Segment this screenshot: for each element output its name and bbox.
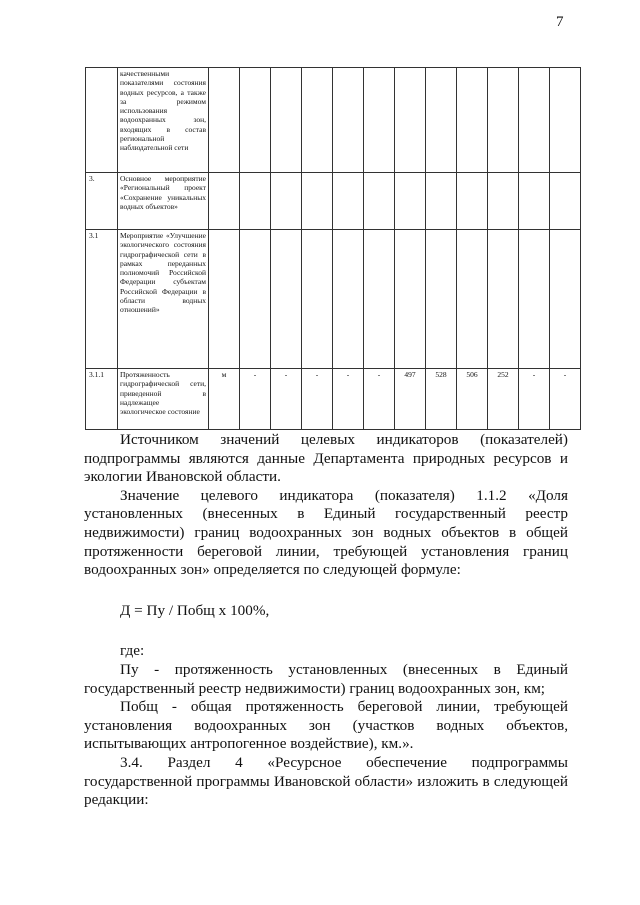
value-cell xyxy=(395,68,426,173)
value-cell: - xyxy=(364,369,395,430)
row-number: 3.1 xyxy=(86,230,118,369)
value-cell xyxy=(333,68,364,173)
value-cell: - xyxy=(333,369,364,430)
paragraph-where: где: xyxy=(120,642,145,660)
value-cell: 528 xyxy=(426,369,457,430)
paragraph-pobsh: Побщ - общая протяженность береговой линии, требующей установления водоохранных зон (участков водных объектов, испытывающих антропогенное воздействие), км.». xyxy=(84,698,568,753)
value-cell: 506 xyxy=(457,369,488,430)
row-number: 3.1.1 xyxy=(86,369,118,430)
value-cell: 252 xyxy=(488,369,519,430)
row-name: Мероприятие «Улучшение экологического состояния гидрографической сети в рамках переданных полномочий Российской Федерации субъектам Российской Федерации в области водных отношений» xyxy=(118,230,209,369)
value-cell xyxy=(302,68,333,173)
value-cell xyxy=(488,68,519,173)
value-cell: - xyxy=(519,369,550,430)
indicators-table xyxy=(85,67,581,430)
value-cell xyxy=(395,230,426,369)
value-cell xyxy=(271,230,302,369)
value-cell: - xyxy=(240,369,271,430)
paragraph-indicator: Значение целевого индикатора (показателя) 1.1.2 «Доля установленных (внесенных в Единый государственный реестр недвижимости) границ водоохранных зон водных объектов в общей протяженности береговой линии, требующей установления границ водоохранных зон» определяется по следующей формуле: xyxy=(84,486,568,579)
row-name: Основное мероприятие «Региональный проект «Сохранение уникальных водных объектов» xyxy=(118,173,209,230)
value-cell xyxy=(271,173,302,230)
value-cell: м xyxy=(209,369,240,430)
value-cell: - xyxy=(271,369,302,430)
value-cell xyxy=(550,230,581,369)
value-cell xyxy=(364,68,395,173)
paragraph-section-3-4: 3.4. Раздел 4 «Ресурсное обеспечение подпрограммы государственной программы Ивановской области» изложить в следующей редакции: xyxy=(84,753,568,809)
value-cell xyxy=(395,173,426,230)
value-cell xyxy=(240,173,271,230)
value-cell xyxy=(240,230,271,369)
value-cell xyxy=(209,68,240,173)
table-row xyxy=(86,68,581,173)
value-cell xyxy=(488,230,519,369)
value-cell xyxy=(426,173,457,230)
row-name: качественными показателями состояния водных ресурсов, а также за режимом использования водоохранных зон, входящих в состав региональной наблюдательной сети xyxy=(118,68,209,173)
value-cell xyxy=(457,173,488,230)
value-cell: - xyxy=(302,369,333,430)
table-row xyxy=(86,230,581,369)
row-number xyxy=(86,68,118,173)
row-number: 3. xyxy=(86,173,118,230)
value-cell xyxy=(550,173,581,230)
value-cell xyxy=(302,230,333,369)
table-row xyxy=(86,369,581,430)
value-cell xyxy=(209,230,240,369)
value-cell xyxy=(333,173,364,230)
value-cell xyxy=(519,68,550,173)
value-cell xyxy=(364,230,395,369)
row-name: Протяженность гидрографической сети, приведенной в надлежащее экологическое состояние xyxy=(118,369,209,430)
value-cell xyxy=(519,173,550,230)
table-row xyxy=(86,173,581,230)
value-cell: 497 xyxy=(395,369,426,430)
value-cell xyxy=(333,230,364,369)
value-cell xyxy=(302,173,333,230)
value-cell xyxy=(457,230,488,369)
page-number: 7 xyxy=(556,14,564,30)
value-cell xyxy=(240,68,271,173)
formula: Д = Пу / Побщ х 100%, xyxy=(120,601,270,619)
value-cell xyxy=(488,173,519,230)
value-cell xyxy=(457,68,488,173)
value-cell xyxy=(271,68,302,173)
value-cell xyxy=(426,230,457,369)
value-cell xyxy=(426,68,457,173)
value-cell xyxy=(209,173,240,230)
paragraph-source: Источником значений целевых индикаторов (показателей) подпрограммы являются данные Департамента природных ресурсов и экологии Ивановской области. xyxy=(84,431,568,486)
value-cell xyxy=(519,230,550,369)
value-cell xyxy=(364,173,395,230)
value-cell xyxy=(550,68,581,173)
value-cell: - xyxy=(550,369,581,430)
paragraph-pu: Пу - протяженность установленных (внесенных в Единый государственный реестр недвижимости) границ водоохранных зон, км; xyxy=(84,660,568,697)
body-text xyxy=(84,431,568,810)
